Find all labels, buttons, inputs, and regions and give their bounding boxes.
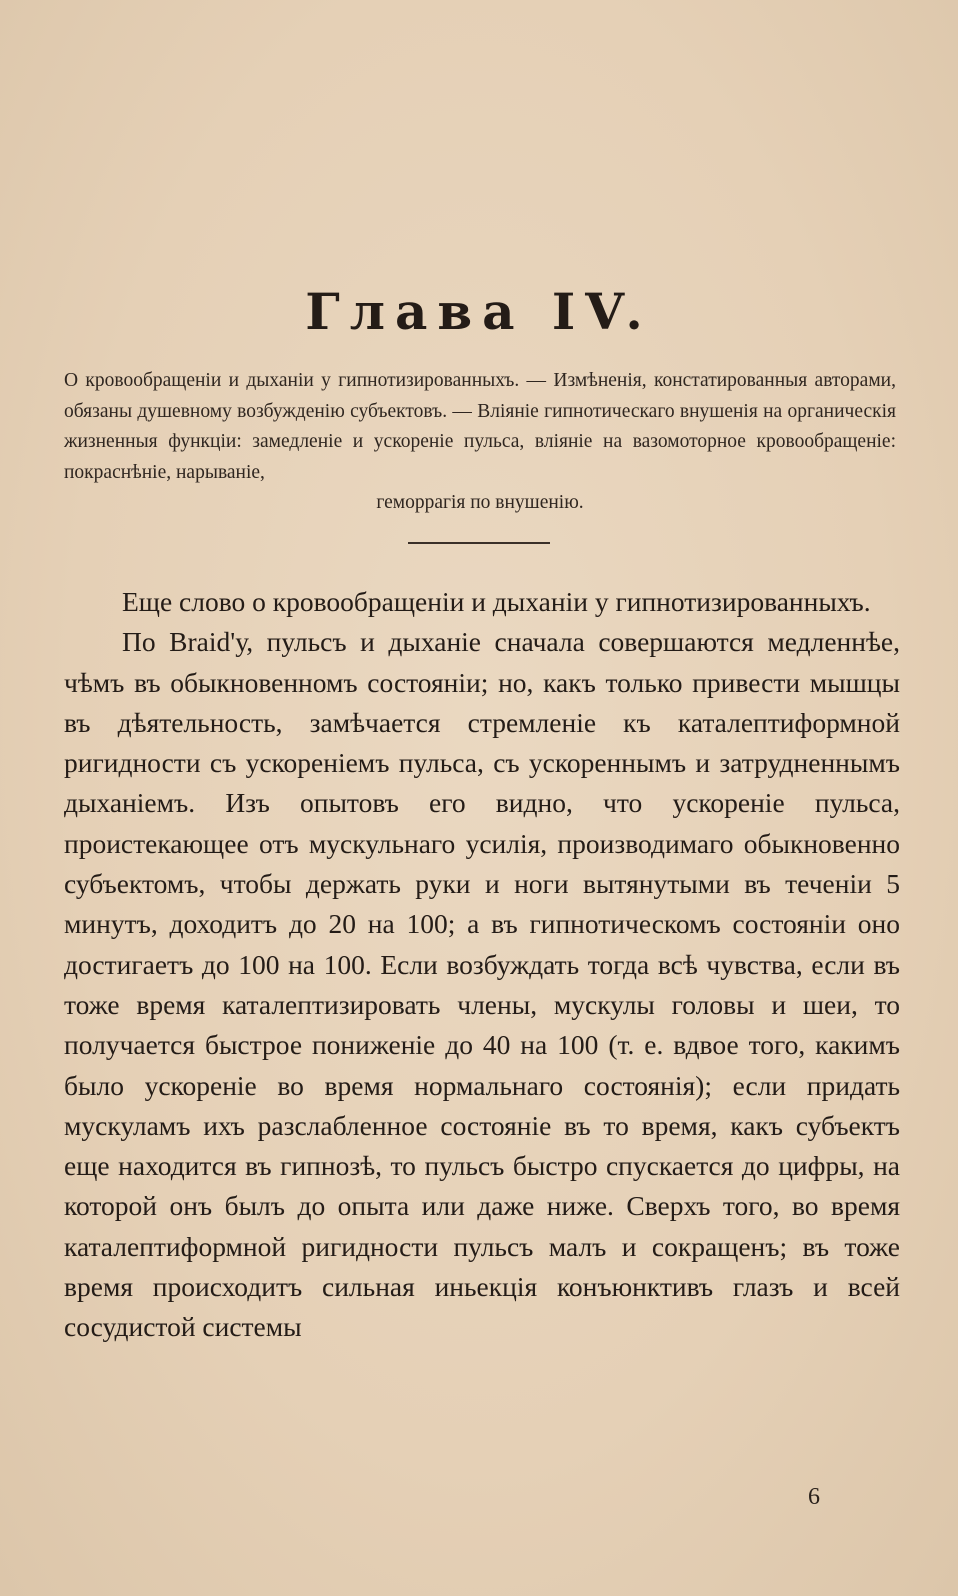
page-number: 6	[808, 1484, 820, 1510]
chapter-summary-last-line: геморрагія по внушенію.	[376, 492, 584, 513]
body-text	[64, 582, 900, 1348]
section-divider	[408, 542, 550, 544]
chapter-summary	[64, 366, 896, 519]
chapter-summary-text: О кровообращеніи и дыханіи у гипнотизированныхъ. — Измѣненія, констатированныя авторами, обязаны душевному возбужденію субъектовъ. — Вліяніе гипнотическаго внушенія на органическія жизненныя функціи: замедленіе и ускореніе пульса, вліяніе на вазомоторное кровообращеніе: покраснѣніе, нарываніе,	[64, 370, 896, 483]
chapter-title: Глава IV.	[305, 282, 653, 341]
paragraph: Еще слово о кровообращеніи и дыханіи у гипнотизированныхъ.	[122, 586, 871, 617]
paragraph: По Braid'у, пульсъ и дыханіе сначала совершаются медленнѣе, чѣмъ въ обыкновенномъ состояніи; но, какъ только привести мышцы въ дѣятельность, замѣчается стремленіе къ каталептиформной ригидности съ ускореніемъ пульса, съ ускореннымъ и затрудненнымъ дыханіемъ. Изъ опытовъ его видно, что ускореніе пульса, проистекающее отъ мускульнаго усилія, производимаго обыкновенно субъектомъ, чтобы держать руки и ноги вытянутыми въ теченіи 5 минутъ, доходитъ до 20 на 100; а въ гипнотическомъ состояніи оно достигаетъ до 100 на 100. Если возбуждать тогда всѣ чувства, если въ тоже время каталептизировать члены, мускулы головы и шеи, то получается быстрое пониженіе до 40 на 100 (т. е. вдвое того, какимъ было ускореніе во время нормальнаго состоянія); если придать мускуламъ ихъ разслабленное состояніе въ то время, какъ субъектъ еще находится въ гипнозѣ, то пульсъ быстро спускается до цифры, на которой онъ былъ до опыта или даже ниже. Сверхъ того, во время каталептиформной ригидности пульсъ малъ и сокращенъ; въ тоже время происходитъ сильная иньекція конъюнктивъ глазъ и всей сосудистой системы	[64, 626, 900, 1343]
